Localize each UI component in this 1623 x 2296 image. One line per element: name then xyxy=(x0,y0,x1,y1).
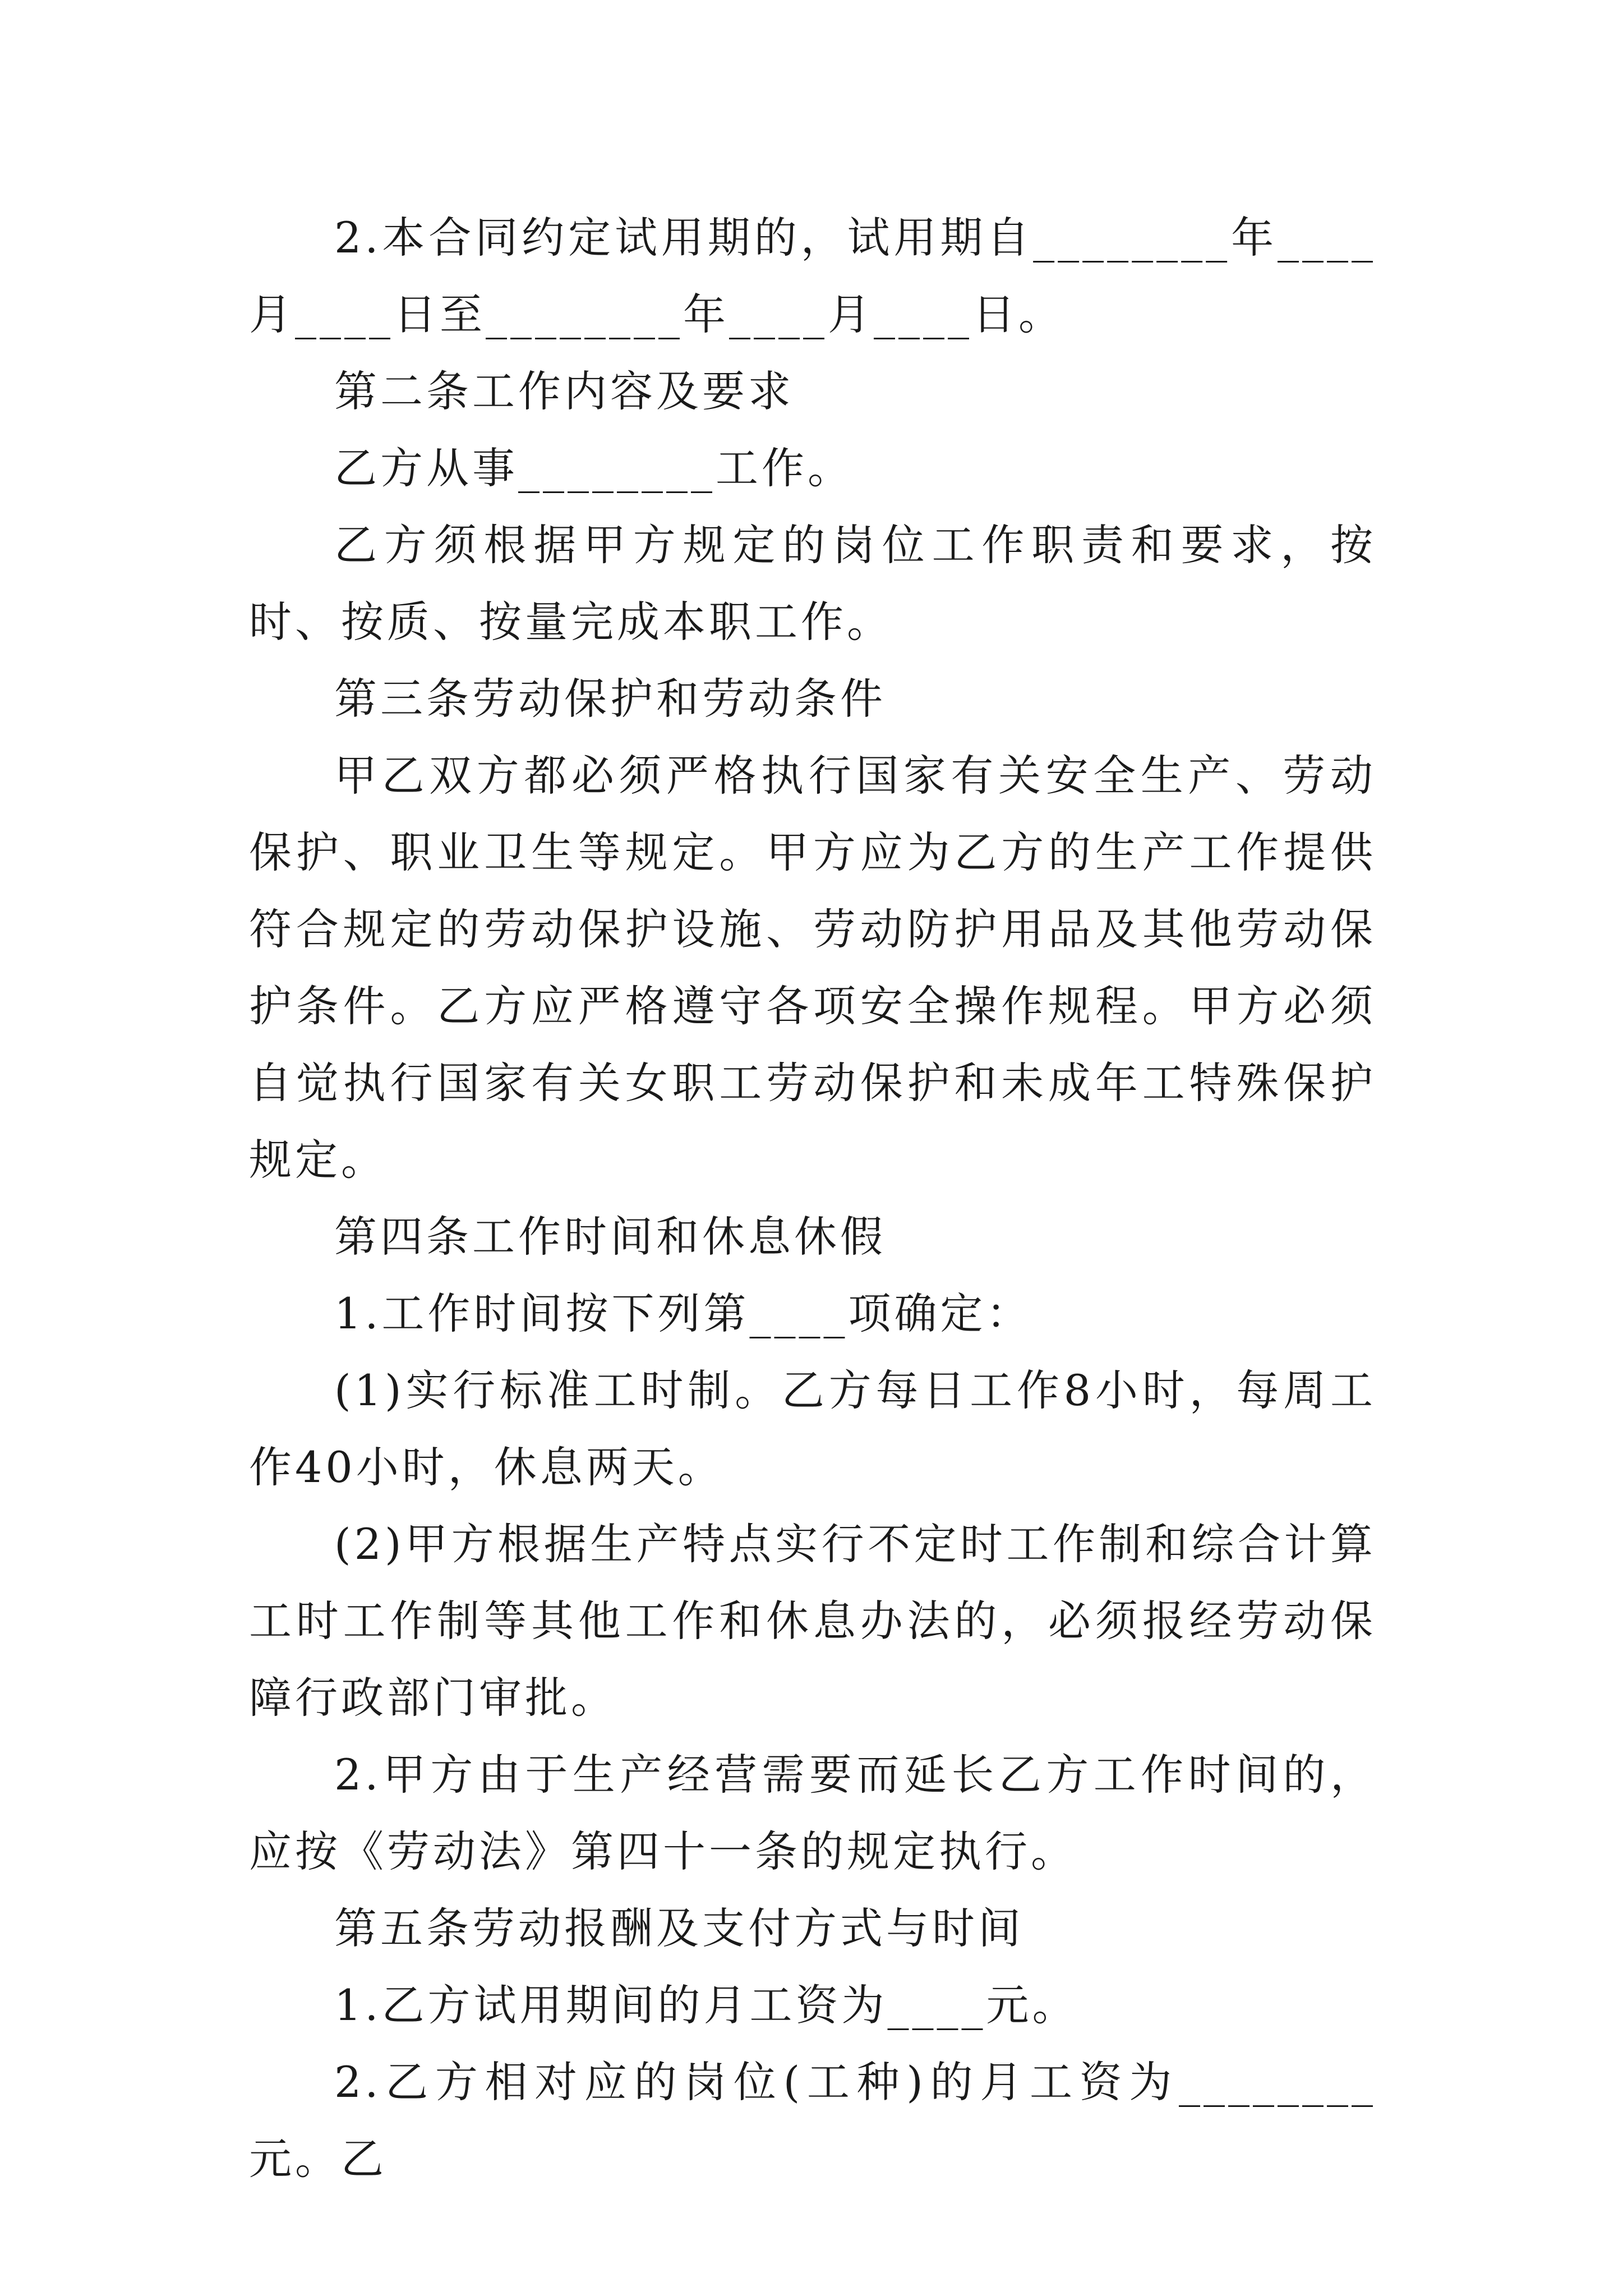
standard-hours-paragraph: (1)实行标准工时制。乙方每日工作8小时，每周工作40小时，休息两天。 xyxy=(249,1365,1376,1492)
article-5-heading: 第五条劳动报酬及支付方式与时间 xyxy=(334,1903,1024,1953)
working-hours-option-paragraph: 1.工作时间按下列第____项确定： xyxy=(334,1289,1032,1338)
probation-period-paragraph: 2.本合同约定试用期的，试用期自________年____月____日至________年____月____日。 xyxy=(249,213,1376,339)
position-salary-paragraph: 2.乙方相对应的岗位(工种)的月工资为________元。乙 xyxy=(249,2057,1376,2184)
labor-protection-paragraph: 甲乙双方都必须严格执行国家有关安全生产、劳动保护、职业卫生等规定。甲方应为乙方的生产工作提供符合规定的劳动保护设施、劳动防护用品及其他劳动保护条件。乙方应严格遵守各项安全操作规程。甲方必须自觉执行国家有关女职工劳动保护和未成年工特殊保护规定。 xyxy=(249,751,1376,1185)
job-position-paragraph: 乙方从事________工作。 xyxy=(334,443,854,493)
probation-salary-paragraph: 1.乙方试用期间的月工资为____元。 xyxy=(334,1980,1078,2030)
article-3-heading: 第三条劳动保护和劳动条件 xyxy=(334,674,886,724)
flexible-hours-paragraph: (2)甲方根据生产特点实行不定时工作制和综合计算工时工作制等其他工作和休息办法的，必须报经劳动保障行政部门审批。 xyxy=(249,1519,1376,1723)
document-body xyxy=(249,199,1376,2197)
job-duty-paragraph: 乙方须根据甲方规定的岗位工作职责和要求，按时、按质、按量完成本职工作。 xyxy=(249,520,1376,647)
article-2-heading: 第二条工作内容及要求 xyxy=(334,366,794,416)
article-4-heading: 第四条工作时间和休息休假 xyxy=(334,1212,886,1262)
overtime-paragraph: 2.甲方由于生产经营需要而延长乙方工作时间的，应按《劳动法》第四十一条的规定执行。 xyxy=(249,1750,1376,1876)
